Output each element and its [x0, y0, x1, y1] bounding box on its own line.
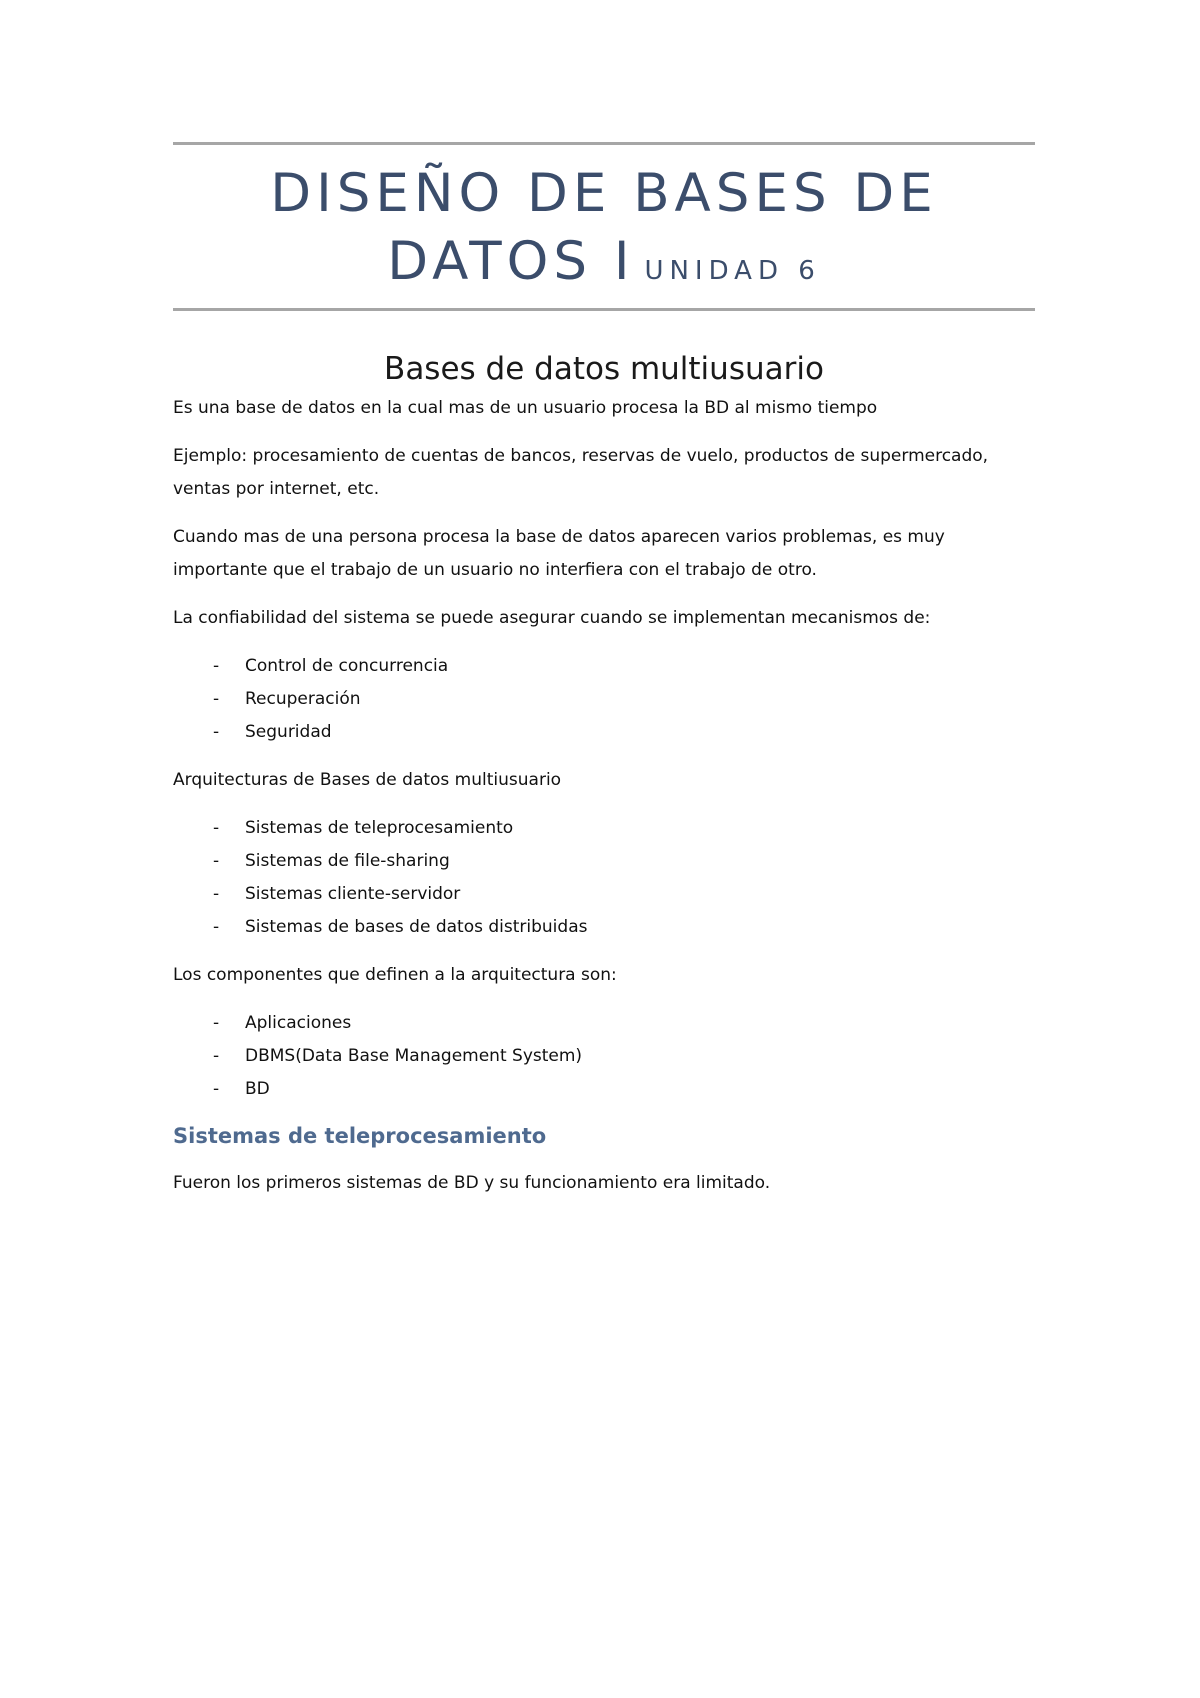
subheading-teleprocesamiento: Sistemas de teleprocesamiento	[173, 1124, 547, 1148]
list-item-text: Control de concurrencia	[245, 656, 449, 676]
list-item-text: Sistemas de bases de datos distribuidas	[245, 917, 588, 937]
title-top-rule	[173, 142, 1035, 145]
list-item-text: DBMS(Data Base Management System)	[245, 1046, 583, 1066]
document-title	[173, 160, 1035, 305]
title-line-2-text: DATOS I	[387, 231, 635, 292]
list-item-text: Recuperación	[245, 689, 361, 709]
title-bottom-rule	[173, 308, 1035, 311]
bullet-dash: -	[213, 1013, 220, 1033]
paragraph-architectures: Arquitecturas de Bases de datos multiusuario	[173, 770, 562, 790]
list-item	[173, 1073, 1035, 1106]
list-item	[173, 845, 1035, 878]
list-item	[173, 911, 1035, 944]
paragraph-problems: Cuando mas de una persona procesa la base de datos aparecen varios problemas, es muy importante que el trabajo de un usuario no interfiera con el trabajo de otro.	[173, 527, 945, 580]
title-unit-label: UNIDAD 6	[644, 256, 821, 286]
bullet-dash: -	[213, 884, 220, 904]
list-item	[173, 812, 1035, 845]
paragraph-components: Los componentes que definen a la arquitectura son:	[173, 965, 617, 985]
paragraph-reliability: La confiabilidad del sistema se puede asegurar cuando se implementan mecanismos de:	[173, 608, 931, 628]
title-line-1: DISEÑO DE BASES DE	[270, 163, 938, 224]
list-item-text: BD	[245, 1079, 270, 1099]
section-heading: Bases de datos multiusuario	[384, 351, 824, 387]
list-item	[173, 1007, 1035, 1040]
bullet-dash: -	[213, 656, 220, 676]
bullet-dash: -	[213, 917, 220, 937]
list-item-text: Sistemas de teleprocesamiento	[245, 818, 514, 838]
list-item-text: Aplicaciones	[245, 1013, 352, 1033]
paragraph-example: Ejemplo: procesamiento de cuentas de bancos, reservas de vuelo, productos de supermercado, ventas por internet, etc.	[173, 446, 989, 499]
list-componentes	[173, 1007, 1035, 1106]
bullet-dash: -	[213, 851, 220, 871]
bullet-dash: -	[213, 818, 220, 838]
list-item	[173, 683, 1035, 716]
list-arquitecturas	[173, 812, 1035, 944]
bullet-dash: -	[213, 1079, 220, 1099]
list-mecanismos	[173, 650, 1035, 749]
document-body	[173, 392, 1035, 1215]
title-line-2	[173, 228, 1035, 305]
bullet-dash: -	[213, 722, 220, 742]
list-item-text: Seguridad	[245, 722, 332, 742]
list-item-text: Sistemas cliente-servidor	[245, 884, 461, 904]
paragraph-teleprocesamiento: Fueron los primeros sistemas de BD y su funcionamiento era limitado.	[173, 1173, 771, 1193]
list-item	[173, 650, 1035, 683]
list-item	[173, 716, 1035, 749]
list-item	[173, 1040, 1035, 1073]
list-item	[173, 878, 1035, 911]
bullet-dash: -	[213, 1046, 220, 1066]
paragraph-definition: Es una base de datos en la cual mas de un usuario procesa la BD al mismo tiempo	[173, 398, 878, 418]
bullet-dash: -	[213, 689, 220, 709]
list-item-text: Sistemas de file-sharing	[245, 851, 450, 871]
